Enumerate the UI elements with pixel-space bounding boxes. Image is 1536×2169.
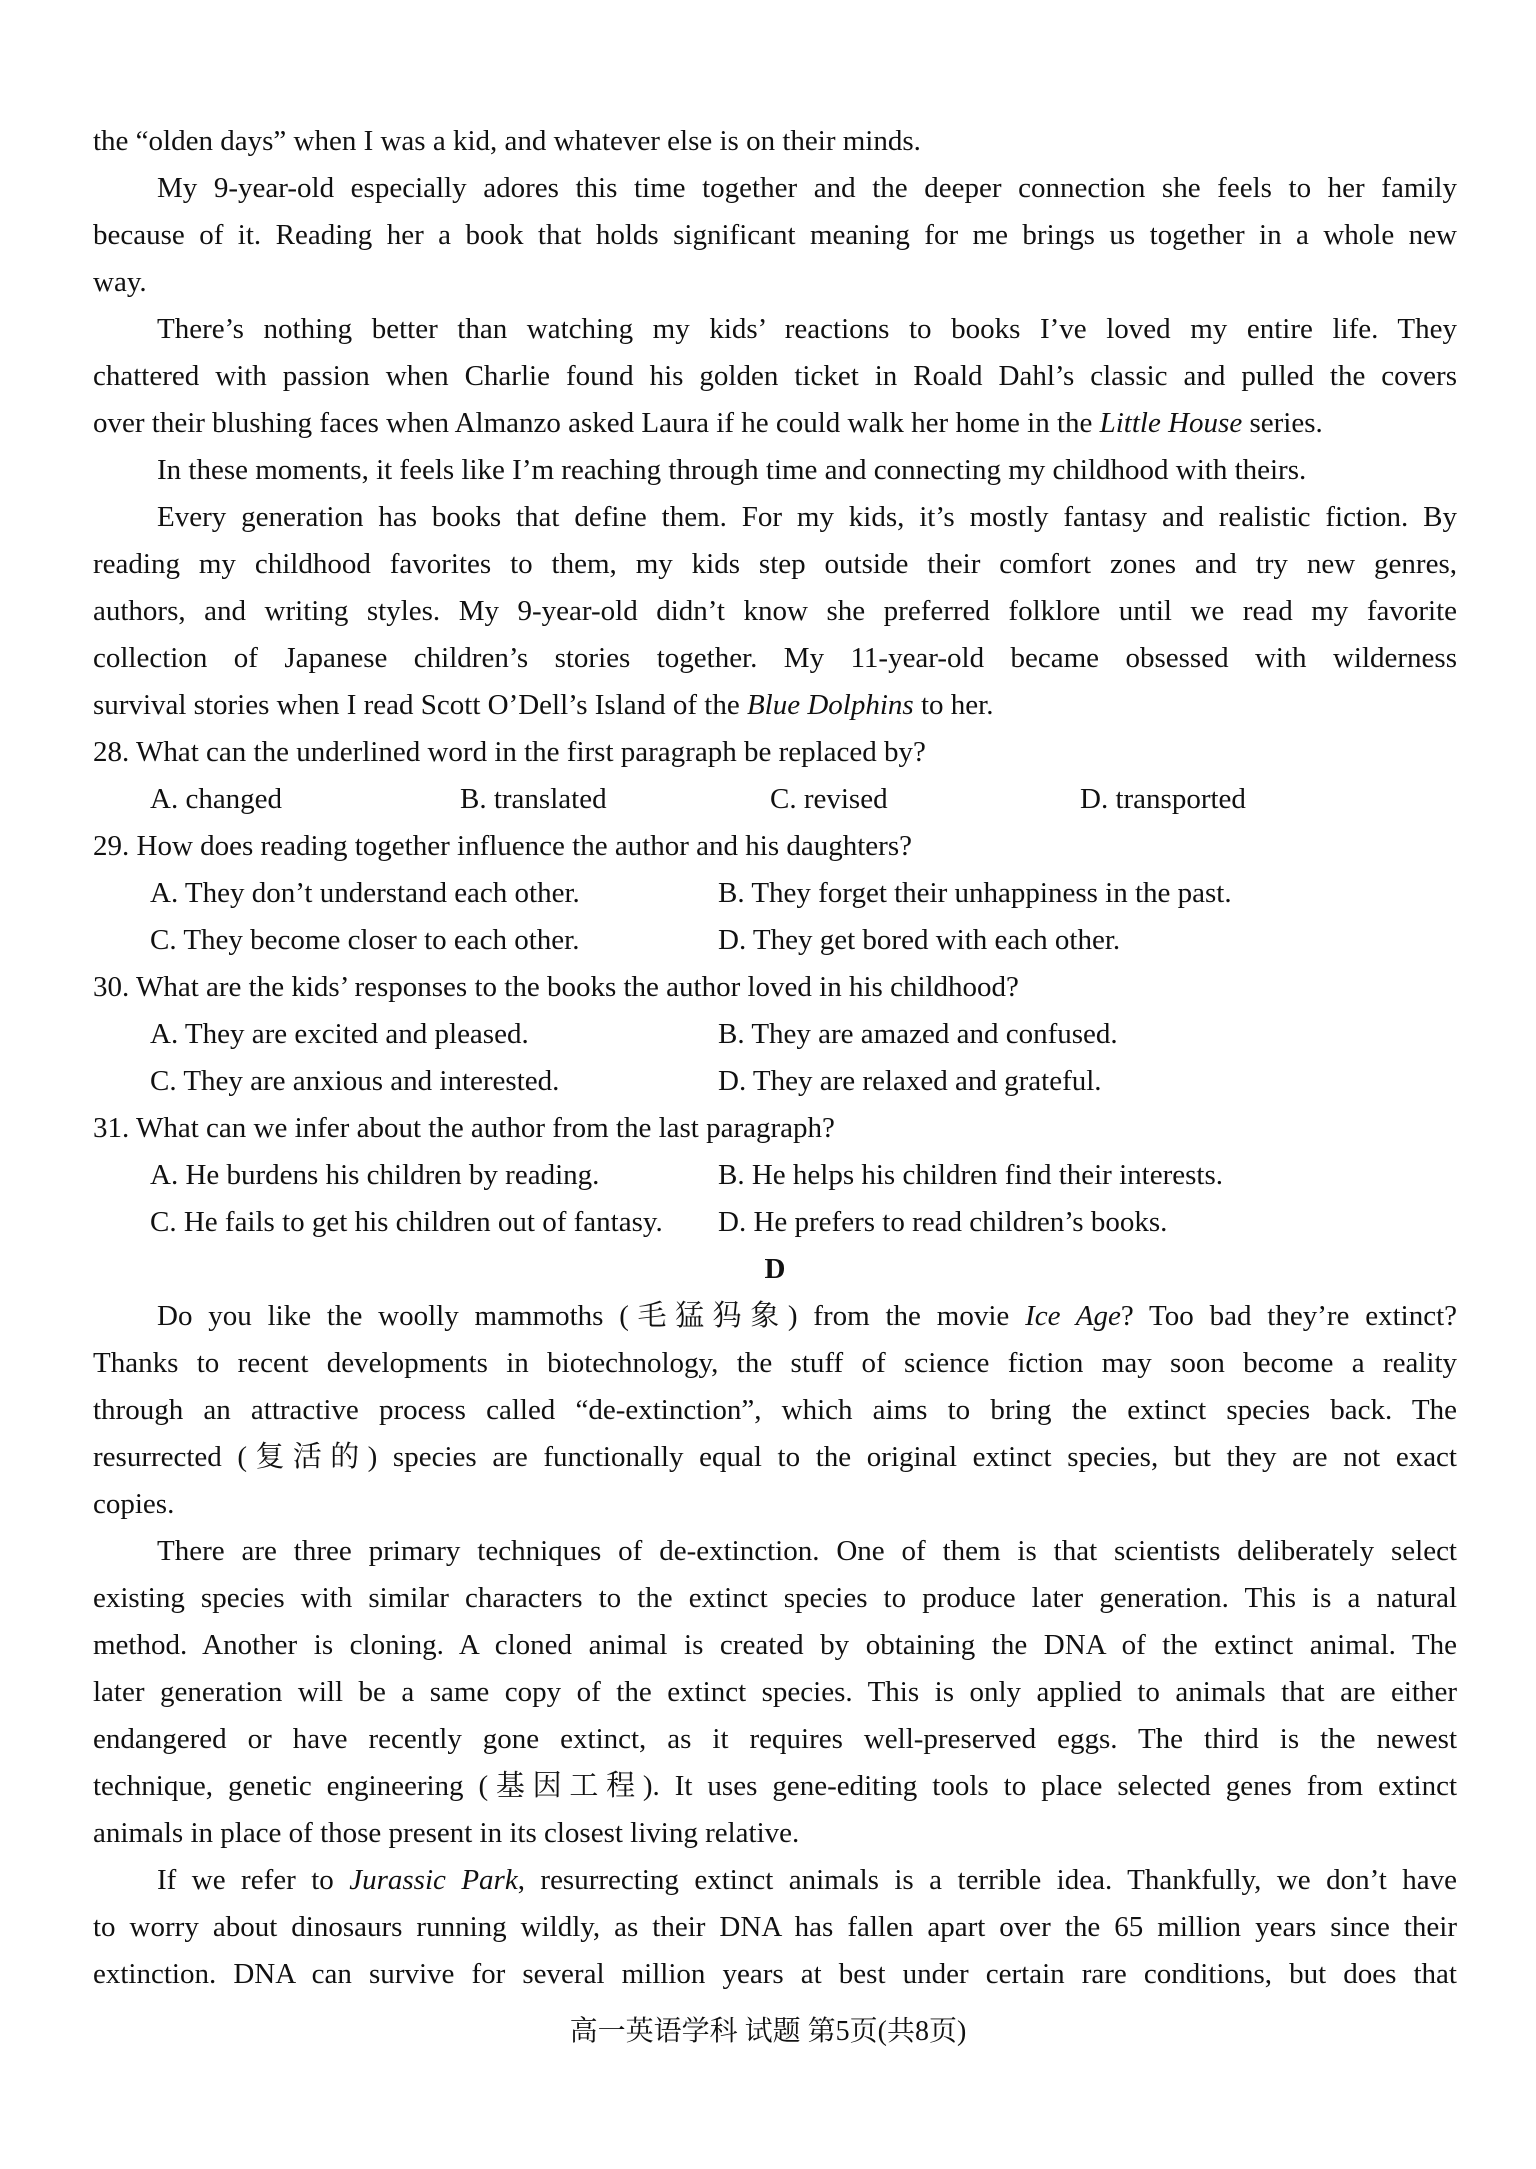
- text-line: later generation will be a same copy of the extinct species. This is only applied to animals that are either: [93, 1676, 1457, 1708]
- answer-option: C. revised: [770, 783, 888, 815]
- answer-option: B. translated: [460, 783, 607, 815]
- text-line: My 9-year-old especially adores this time together and the deeper connection she feels to her family: [157, 172, 1457, 204]
- text-line: Every generation has books that define them. For my kids, it’s mostly fantasy and realistic fiction. By: [157, 501, 1457, 533]
- text-line: through an attractive process called “de-extinction”, which aims to bring the extinct species back. The: [93, 1394, 1457, 1426]
- option-row: [93, 870, 1457, 917]
- text-line: There’s nothing better than watching my kids’ reactions to books I’ve loved my entire life. They: [157, 313, 1457, 345]
- answer-option: A. They are excited and pleased.: [150, 1018, 529, 1050]
- questions-block: [93, 729, 1457, 1246]
- text-line: resurrected (复活的) species are functionally equal to the original extinct species, but they are not exact: [93, 1441, 1457, 1473]
- passage-d: [93, 1293, 1457, 1998]
- text-line: animals in place of those present in its closest living relative.: [93, 1817, 800, 1849]
- text-line: Do you like the woolly mammoths (毛猛犸象) from the movie Ice Age? Too bad they’re extinct?: [157, 1300, 1457, 1332]
- text-line: copies.: [93, 1488, 175, 1520]
- italic-title: Jurassic Park: [349, 1864, 518, 1896]
- section-d-heading: D: [764, 1253, 786, 1285]
- answer-option: C. He fails to get his children out of fantasy.: [150, 1206, 663, 1238]
- text-line: If we refer to Jurassic Park, resurrecting extinct animals is a terrible idea. Thankfully, we don’t have: [157, 1864, 1457, 1896]
- answer-option: D. They get bored with each other.: [718, 924, 1121, 956]
- answer-option: A. They don’t understand each other.: [150, 877, 580, 909]
- text-line: method. Another is cloning. A cloned animal is created by obtaining the DNA of the extinct animal. The: [93, 1629, 1457, 1661]
- answer-option: B. He helps his children find their interests.: [718, 1159, 1223, 1191]
- question-stem: 31. What can we infer about the author from the last paragraph?: [93, 1112, 835, 1144]
- text-line: technique, genetic engineering (基因工程). It uses gene-editing tools to place selected genes from extinct: [93, 1770, 1457, 1802]
- answer-option: D. He prefers to read children’s books.: [718, 1206, 1168, 1238]
- answer-option: B. They forget their unhappiness in the past.: [718, 877, 1232, 909]
- page-footer: 高一英语学科 试题 第5页(共8页): [569, 2016, 967, 2047]
- answer-option: C. They become closer to each other.: [150, 924, 580, 956]
- text-line: way.: [93, 266, 147, 298]
- question-stem: 30. What are the kids’ responses to the books the author loved in his childhood?: [93, 971, 1019, 1003]
- option-row: [93, 917, 1457, 964]
- text-line: There are three primary techniques of de-extinction. One of them is that scientists deliberately select: [157, 1535, 1457, 1567]
- text-line: the “olden days” when I was a kid, and whatever else is on their minds.: [93, 125, 921, 157]
- option-row: [93, 1011, 1457, 1058]
- text-line: to worry about dinosaurs running wildly, as their DNA has fallen apart over the 65 million years since their: [93, 1911, 1457, 1943]
- option-row: [93, 1058, 1457, 1105]
- text-line: Thanks to recent developments in biotechnology, the stuff of science fiction may soon become a reality: [93, 1347, 1457, 1379]
- answer-option: D. They are relaxed and grateful.: [718, 1065, 1102, 1097]
- italic-title: Ice Age: [1025, 1300, 1121, 1332]
- text-line: because of it. Reading her a book that holds significant meaning for me brings us together in a whole new: [93, 219, 1457, 251]
- option-row: [93, 776, 1457, 823]
- text-line: collection of Japanese children’s stories together. My 11-year-old became obsessed with wilderness: [93, 642, 1457, 674]
- text-line: existing species with similar characters to the extinct species to produce later generation. This is a natural: [93, 1582, 1457, 1614]
- answer-option: B. They are amazed and confused.: [718, 1018, 1118, 1050]
- text-line: authors, and writing styles. My 9-year-old didn’t know she preferred folklore until we read my favorite: [93, 595, 1457, 627]
- answer-option: A. changed: [150, 783, 283, 815]
- exam-page: [93, 118, 1457, 1998]
- text-line: extinction. DNA can survive for several million years at best under certain rare conditions, but does that: [93, 1958, 1457, 1990]
- question-stem: 28. What can the underlined word in the first paragraph be replaced by?: [93, 736, 926, 768]
- text-line: endangered or have recently gone extinct, as it requires well-preserved eggs. The third is the newest: [93, 1723, 1457, 1755]
- italic-title: Blue Dolphins: [746, 689, 914, 721]
- text-line: In these moments, it feels like I’m reaching through time and connecting my childhood with theirs.: [157, 454, 1307, 486]
- answer-option: C. They are anxious and interested.: [150, 1065, 560, 1097]
- text-line: reading my childhood favorites to them, my kids step outside their comfort zones and try new genres,: [93, 548, 1457, 580]
- question-stem: 29. How does reading together influence the author and his daughters?: [93, 830, 912, 862]
- text-line: chattered with passion when Charlie found his golden ticket in Roald Dahl’s classic and pulled the covers: [93, 360, 1457, 392]
- text-line: survival stories when I read Scott O’Dell’s Island of the Blue Dolphins to her.: [93, 689, 994, 721]
- answer-option: D. transported: [1080, 783, 1246, 815]
- option-row: [93, 1199, 1457, 1246]
- text-line: over their blushing faces when Almanzo asked Laura if he could walk her home in the Little House series.: [93, 407, 1323, 439]
- option-row: [93, 1152, 1457, 1199]
- passage-c: [93, 118, 1457, 729]
- answer-option: A. He burdens his children by reading.: [150, 1159, 600, 1191]
- italic-title: Little House: [1099, 407, 1243, 439]
